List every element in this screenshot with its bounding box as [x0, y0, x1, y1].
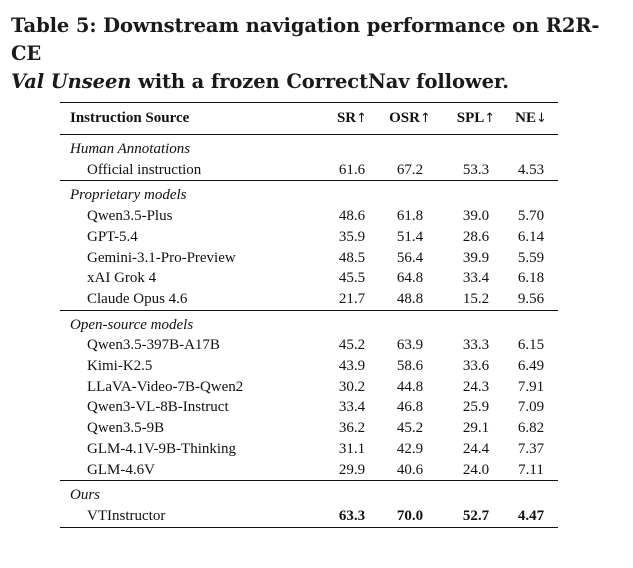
osr-cell: 44.8 [396, 378, 424, 395]
header-osr [372, 103, 448, 135]
ne-cell: 4.53 [517, 161, 545, 178]
table-row [60, 418, 558, 439]
model-name-cell: Claude Opus 4.6 [87, 290, 188, 307]
up-arrow-icon: ↑ [356, 111, 368, 126]
ne-cell: 5.59 [517, 249, 545, 266]
osr-cell: 40.6 [396, 461, 424, 478]
table-row [60, 206, 558, 227]
group-header-row [60, 181, 558, 206]
sr-cell: 43.9 [338, 358, 366, 375]
up-arrow-icon: ↑ [419, 111, 431, 126]
header-spl [448, 103, 504, 135]
table-row [60, 356, 558, 377]
sr-cell: 30.2 [338, 378, 366, 395]
header-osr-label: OSR [389, 110, 420, 126]
osr-cell: 58.6 [396, 358, 424, 375]
sr-cell: 21.7 [338, 290, 366, 307]
model-name-cell: Qwen3.5-397B-A17B [87, 337, 220, 354]
header-sr-label: SR [336, 110, 357, 126]
spl-cell: 24.3 [462, 378, 490, 395]
group-header-row [60, 135, 558, 160]
ne-cell: 4.47 [517, 507, 545, 524]
ne-cell: 7.37 [517, 440, 545, 457]
osr-cell: 51.4 [396, 228, 424, 245]
header-row [60, 103, 558, 135]
model-name-cell: Qwen3.5-9B [87, 420, 165, 437]
sr-cell: 35.9 [338, 228, 366, 245]
spl-cell: 33.3 [462, 337, 490, 354]
sr-cell: 45.5 [338, 270, 366, 287]
table-row [60, 160, 558, 181]
sr-cell: 63.3 [338, 507, 366, 524]
osr-cell: 45.2 [396, 420, 424, 437]
model-name-cell: Gemini-3.1-Pro-Preview [87, 249, 236, 266]
down-arrow-icon: ↓ [535, 111, 547, 126]
spl-cell: 33.4 [462, 270, 490, 287]
sr-cell: 36.2 [338, 420, 366, 437]
osr-cell: 67.2 [396, 161, 424, 178]
header-ne-label: NE [515, 110, 536, 126]
table-row [60, 227, 558, 248]
caption-split-name: Val Unseen [11, 70, 132, 93]
osr-cell: 70.0 [396, 507, 424, 524]
osr-cell: 56.4 [396, 249, 424, 266]
ne-cell: 6.18 [517, 270, 545, 287]
table-body [60, 135, 558, 528]
spl-cell: 39.9 [462, 249, 490, 266]
table-row [60, 460, 558, 481]
spl-cell: 33.6 [462, 358, 490, 375]
model-name-cell: GLM-4.6V [87, 461, 155, 478]
spl-cell: 52.7 [462, 507, 490, 524]
osr-cell: 61.8 [396, 208, 424, 225]
sr-cell: 48.6 [338, 208, 366, 225]
ne-cell: 7.91 [517, 378, 545, 395]
table-row [60, 248, 558, 269]
group-label: Open-source models [70, 316, 194, 333]
spl-cell: 24.4 [462, 440, 490, 457]
table-row [60, 377, 558, 398]
header-instruction-source: Instruction Source [70, 110, 190, 126]
header-ne [504, 103, 558, 135]
group-label: Proprietary models [70, 187, 187, 204]
spl-cell: 15.2 [462, 290, 490, 307]
ne-cell: 6.82 [517, 420, 545, 437]
model-name-cell: Official instruction [87, 161, 202, 178]
ne-cell: 9.56 [517, 290, 545, 307]
model-name-cell: LLaVA-Video-7B-Qwen2 [87, 378, 244, 395]
table-row [60, 289, 558, 310]
osr-cell: 64.8 [396, 270, 424, 287]
table-row [60, 268, 558, 289]
ne-cell: 6.15 [517, 337, 545, 354]
ne-cell: 6.49 [517, 358, 545, 375]
caption-main: Table 5: Downstream navigation performance on R2R-CE [11, 14, 600, 65]
table-header [60, 103, 558, 135]
header-spl-label: SPL [456, 110, 485, 126]
spl-cell: 25.9 [462, 399, 490, 416]
ne-cell: 5.70 [517, 208, 545, 225]
up-arrow-icon: ↑ [484, 111, 496, 126]
ne-cell: 7.09 [517, 399, 545, 416]
sr-cell: 48.5 [338, 249, 366, 266]
model-name-cell: VTInstructor [87, 507, 166, 524]
sr-cell: 45.2 [338, 337, 366, 354]
model-name-cell: GLM-4.1V-9B-Thinking [87, 440, 237, 457]
osr-cell: 63.9 [396, 337, 424, 354]
header-sr [332, 103, 372, 135]
spl-cell: 29.1 [462, 420, 490, 437]
group-label: Ours [70, 487, 101, 504]
group-header-row [60, 310, 558, 335]
group-header-row [60, 481, 558, 506]
model-name-cell: Qwen3.5-Plus [87, 208, 173, 225]
ne-cell: 7.11 [518, 461, 544, 478]
sr-cell: 31.1 [338, 440, 366, 457]
model-name-cell: Kimi-K2.5 [87, 358, 153, 375]
spl-cell: 39.0 [462, 208, 490, 225]
model-name-cell: xAI Grok 4 [87, 270, 157, 287]
sr-cell: 29.9 [338, 461, 366, 478]
caption-rest: with a frozen CorrectNav follower. [131, 70, 509, 93]
table-row [60, 397, 558, 418]
osr-cell: 42.9 [396, 440, 424, 457]
ne-cell: 6.14 [517, 228, 545, 245]
spl-cell: 53.3 [462, 161, 490, 178]
group-label: Human Annotations [70, 141, 191, 157]
spl-cell: 28.6 [462, 228, 490, 245]
spl-cell: 24.0 [462, 461, 490, 478]
results-table [60, 102, 558, 528]
osr-cell: 48.8 [396, 290, 424, 307]
sr-cell: 33.4 [338, 399, 366, 416]
model-name-cell: Qwen3-VL-8B-Instruct [87, 399, 229, 416]
sr-cell: 61.6 [338, 161, 366, 178]
table-row [60, 335, 558, 356]
table-row [60, 439, 558, 460]
table-caption [11, 12, 626, 96]
table-row [60, 506, 558, 527]
osr-cell: 46.8 [396, 399, 424, 416]
model-name-cell: GPT-5.4 [87, 228, 138, 245]
